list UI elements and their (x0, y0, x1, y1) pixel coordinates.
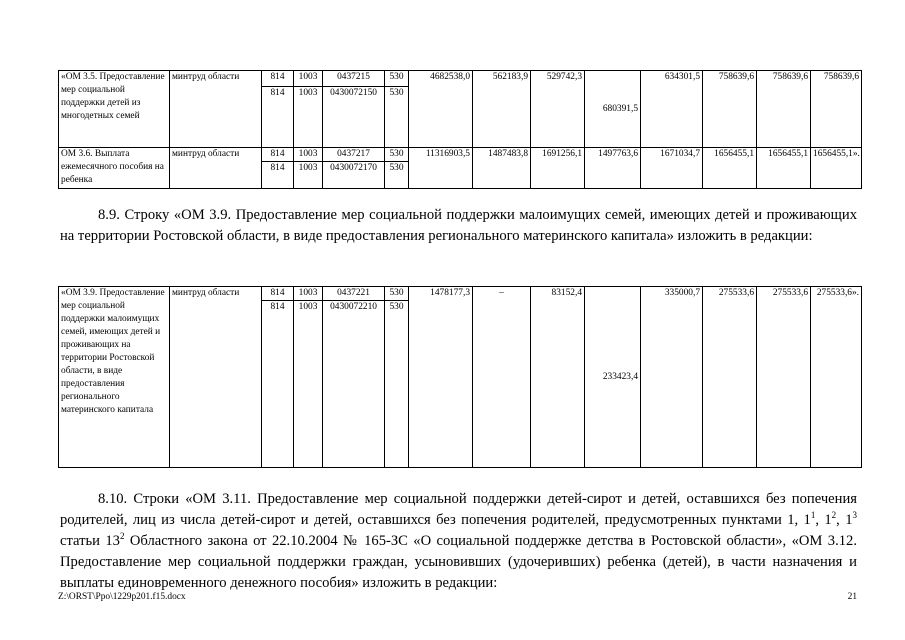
program-name: «ОМ 3.9. Предоставление мер социальной поддержки малоимущих семей, имеющих детей и проживающих на территории Ростовской области, в виде предоставления регионального материнского капитала (59, 287, 170, 468)
value-2020: 1656455,1». (811, 148, 862, 189)
executor-cell: минтруд области (170, 148, 262, 189)
value-2016: 1497763,6 (585, 148, 641, 189)
paragraph-line: статьи 13 (60, 533, 120, 549)
superscript: 1 (810, 510, 816, 521)
table-row (59, 71, 862, 87)
value-2016: 233423,4 (585, 287, 641, 468)
section-code: 1003 (294, 148, 323, 162)
target-code: 0437215 (323, 71, 385, 87)
grbs-code: 814 (262, 87, 294, 148)
table-row (59, 287, 862, 301)
value-total: 11316903,5 (409, 148, 473, 189)
executor-cell: минтруд области (170, 71, 262, 148)
paragraph-line: , 1 (815, 512, 832, 528)
section-code: 1003 (294, 301, 323, 468)
expense-code: 530 (385, 87, 409, 148)
grbs-code: 814 (262, 162, 294, 189)
value-2014: 562183,9 (473, 71, 531, 148)
value-2019: 275533,6 (757, 287, 811, 468)
value-2017: 335000,7 (641, 287, 703, 468)
budget-table-bottom (58, 286, 862, 468)
paragraph-line: Строки «ОМ 3.11. Предоставление мер социальной поддержки детей-сирот и детей, оставшихся без попечения (133, 491, 857, 507)
superscript: 3 (852, 510, 857, 521)
value-2014: – (473, 287, 531, 468)
paragraph-line: Областного закона от 22.10.2004 № 165-ЗС «О социальной поддержке детства в Ростовской области», «ОМ 3.12. (124, 533, 857, 549)
grbs-code: 814 (262, 301, 294, 468)
expense-code: 530 (385, 162, 409, 189)
target-code: 0430072170 (323, 162, 385, 189)
value-total: 4682538,0 (409, 71, 473, 148)
section-code: 1003 (294, 287, 323, 301)
table-row (59, 148, 862, 162)
value-2015: 83152,4 (531, 287, 585, 468)
paragraph-number: 8.9. (98, 207, 120, 223)
paragraph-line: выплаты единовременного денежного пособия» изложить в редакции: (60, 575, 498, 591)
expense-code: 530 (385, 148, 409, 162)
target-code: 0430072150 (323, 87, 385, 148)
grbs-code: 814 (262, 287, 294, 301)
target-code: 0437221 (323, 287, 385, 301)
executor-cell: минтруд области (170, 287, 262, 468)
value-2015: 529742,3 (531, 71, 585, 148)
superscript: 2 (119, 531, 125, 542)
paragraph-line: родителей, лиц из числа детей-сирот и детей, оставшихся без попечения родителей, предусмотренных пунктами 1, 1 (60, 512, 811, 528)
superscript: 2 (831, 510, 837, 521)
expense-code: 530 (385, 287, 409, 301)
page-number: 21 (847, 592, 857, 602)
value-2020: 275533,6». (811, 287, 862, 468)
expense-code: 530 (385, 71, 409, 87)
value-2019: 1656455,1 (757, 148, 811, 189)
paragraph-8-10 (60, 489, 857, 594)
section-code: 1003 (294, 87, 323, 148)
paragraph-number: 8.10. (98, 491, 128, 507)
target-code: 0437217 (323, 148, 385, 162)
section-code: 1003 (294, 71, 323, 87)
value-2015: 1691256,1 (531, 148, 585, 189)
value-2016: 680391,5 (585, 71, 641, 148)
grbs-code: 814 (262, 148, 294, 162)
grbs-code: 814 (262, 71, 294, 87)
value-2018: 758639,6 (703, 71, 757, 148)
footer-file-path: Z:\ORST\Ppo\1229p201.f15.docx (58, 592, 186, 602)
value-2017: 634301,5 (641, 71, 703, 148)
value-2017: 1671034,7 (641, 148, 703, 189)
paragraph-8-9 (60, 205, 857, 247)
paragraph-line: Предоставление мер социальной поддержки граждан, усыновивших (удочеривших) ребенка (детей), в части назначения и (60, 554, 857, 570)
value-2014: 1487483,8 (473, 148, 531, 189)
value-2020: 758639,6 (811, 71, 862, 148)
section-code: 1003 (294, 162, 323, 189)
value-total: 1478177,3 (409, 287, 473, 468)
paragraph-text: Строку «ОМ 3.9. Предоставление мер социальной поддержки малоимущих семей, имеющих детей и проживающих на территории Ростовской области, в виде предоставления регионального материнского капитала» изложить в редакции: (60, 207, 857, 244)
paragraph-line: , 1 (836, 512, 853, 528)
value-2018: 275533,6 (703, 287, 757, 468)
target-code: 0430072210 (323, 301, 385, 468)
budget-table-top (58, 70, 862, 189)
value-2019: 758639,6 (757, 71, 811, 148)
value-2018: 1656455,1 (703, 148, 757, 189)
program-name: ОМ 3.6. Выплата ежемесячного пособия на ребенка (59, 148, 170, 189)
expense-code: 530 (385, 301, 409, 468)
program-name: «ОМ 3.5. Предоставление мер социальной поддержки детей из многодетных семей (59, 71, 170, 148)
